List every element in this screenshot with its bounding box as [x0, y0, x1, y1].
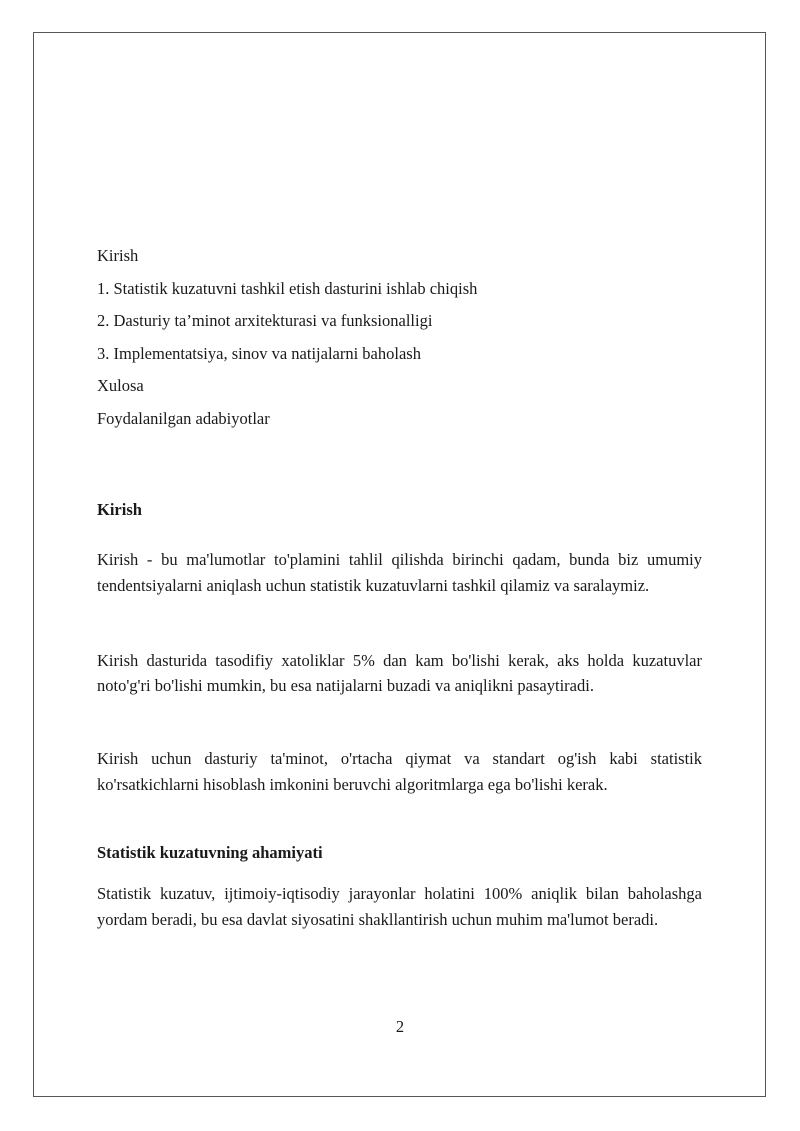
page-number: 2 — [395, 1017, 405, 1036]
toc-item-chapter-2: 2. Dasturiy ta’minot arxitekturasi va funksionalligi — [97, 311, 433, 331]
kirish-paragraph-1: Kirish - bu ma'lumotlar to'plamini tahlil qilishda birinchi qadam, bunda biz umumiy tendentsiyalarni aniqlash uchun statistik kuzatuvlarni tashkil qilamiz va saralaymiz. — [97, 550, 702, 595]
kirish-paragraph-3: Kirish uchun dasturiy ta'minot, o'rtacha qiymat va standart og'ish kabi statistik ko'rsatkichlarni hisoblash imkonini beruvchi algoritmlarga ega bo'lishi kerak. — [97, 749, 702, 794]
main-content — [97, 497, 702, 932]
toc-item-conclusion: Xulosa — [97, 376, 144, 396]
toc-item-references: Foydalanilgan adabiyotlar — [97, 408, 270, 428]
toc-item-introduction: Kirish — [97, 246, 139, 265]
toc-item-chapter-1: 1. Statistik kuzatuvni tashkil etish dasturini ishlab chiqish — [97, 278, 478, 298]
toc-item-chapter-3: 3. Implementatsiya, sinov va natijalarni baholash — [97, 343, 421, 363]
kirish-paragraph-2: Kirish dasturida tasodifiy xatoliklar 5% dan kam bo'lishi kerak, aks holda kuzatuvlar noto'g'ri bo'lishi mumkin, bu esa natijalarni buzadi va aniqlikni pasaytiradi. — [97, 650, 702, 696]
ahamiyati-paragraph-1: Statistik kuzatuv, ijtimoiy-iqtisodiy jarayonlar holatini 100% aniqlik bilan baholashga yordam beradi, bu esa davlat siyosatini shakllantirish uchun muhim ma'lumot beradi. — [97, 883, 702, 929]
section-heading-kirish: Kirish — [97, 500, 142, 519]
section-heading-ahamiyati: Statistik kuzatuvning ahamiyati — [97, 842, 323, 862]
table-of-contents — [97, 240, 717, 436]
